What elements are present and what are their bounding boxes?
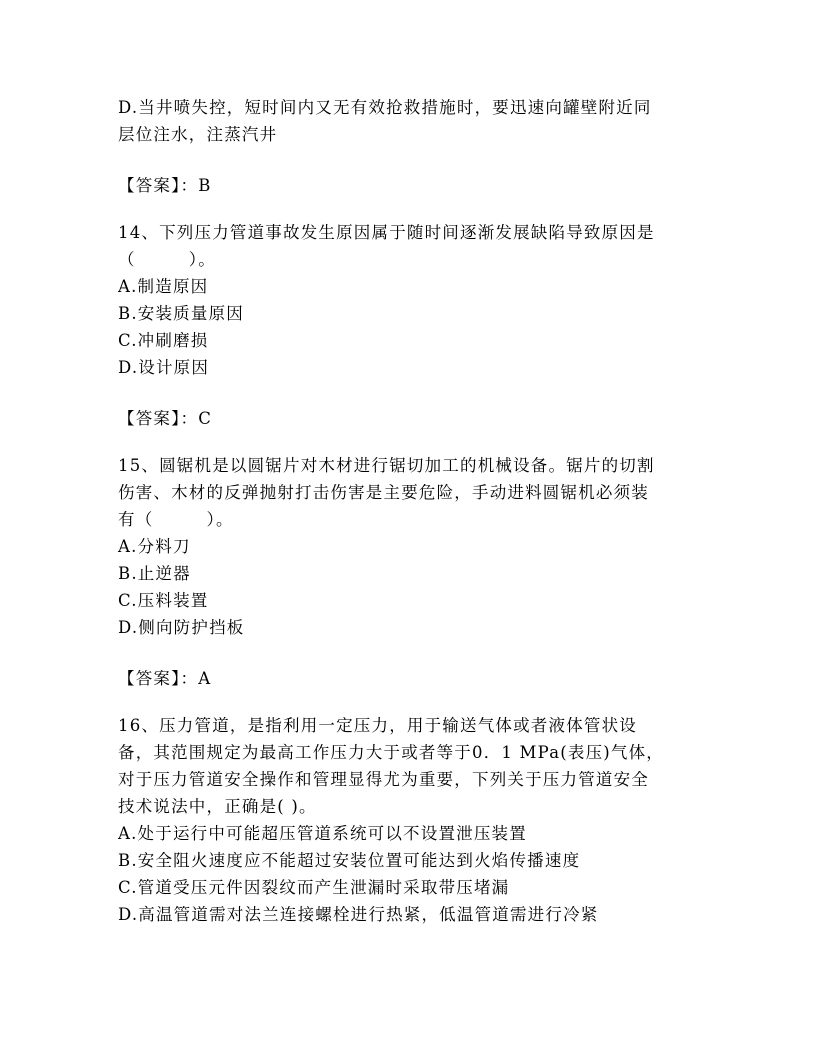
answer-13: 【答案】：B bbox=[118, 176, 212, 195]
prev-option-d-line2: 层位注水，注蒸汽井 bbox=[118, 125, 278, 144]
q16-line3: 对于压力管道安全操作和管理显得尤为重要，下列关于压力管道安全 bbox=[118, 770, 649, 789]
answer-14: 【答案】：C bbox=[118, 409, 213, 428]
q14-option-a: A.制造原因 bbox=[118, 277, 209, 296]
q16-option-b: B.安全阻火速度应不能超过安装位置可能达到火焰传播速度 bbox=[118, 851, 581, 870]
q14-option-c: C.冲刷磨损 bbox=[118, 331, 209, 350]
q16-line1: 16、压力管道，是指利用一定压力，用于输送气体或者液体管状设 bbox=[118, 716, 637, 735]
q14-line1: 14、下列压力管道事故发生原因属于随时间逐渐发展缺陷导致原因是 bbox=[118, 223, 655, 242]
q16-option-d: D.高温管道需对法兰连接螺栓进行热紧，低温管道需进行冷紧 bbox=[118, 905, 599, 924]
q14-option-b: B.安装质量原因 bbox=[118, 304, 244, 323]
answer-15: 【答案】：A bbox=[118, 669, 212, 688]
q15-line2: 伤害、木材的反弹抛射打击伤害是主要危险，手动进料圆锯机必须装 bbox=[118, 483, 649, 502]
q15-option-d: D.侧向防护挡板 bbox=[118, 618, 245, 637]
q15-line1: 15、圆锯机是以圆锯片对木材进行锯切加工的机械设备。锯片的切割 bbox=[118, 456, 655, 475]
q14-option-d: D.设计原因 bbox=[118, 358, 210, 377]
q15-option-a: A.分料刀 bbox=[118, 537, 191, 556]
q16-option-a: A.处于运行中可能超压管道系统可以不设置泄压装置 bbox=[118, 824, 527, 843]
prev-option-d-line1: D.当井喷失控，短时间内又无有效抢救措施时，要迅速向罐壁附近同 bbox=[118, 98, 652, 117]
document-page bbox=[118, 94, 698, 928]
q16-line2: 备，其范围规定为最高工作压力大于或者等于0．1 MPa(表压)气体， bbox=[118, 743, 665, 762]
q15-option-c: C.压料装置 bbox=[118, 591, 209, 610]
q15-line3: 有（ ）。 bbox=[118, 510, 234, 529]
q15-option-b: B.止逆器 bbox=[118, 564, 191, 583]
q16-option-c: C.管道受压元件因裂纹而产生泄漏时采取带压堵漏 bbox=[118, 878, 510, 897]
q16-line4: 技术说法中，正确是( )。 bbox=[118, 797, 317, 816]
q14-line2: （ ）。 bbox=[118, 250, 216, 269]
